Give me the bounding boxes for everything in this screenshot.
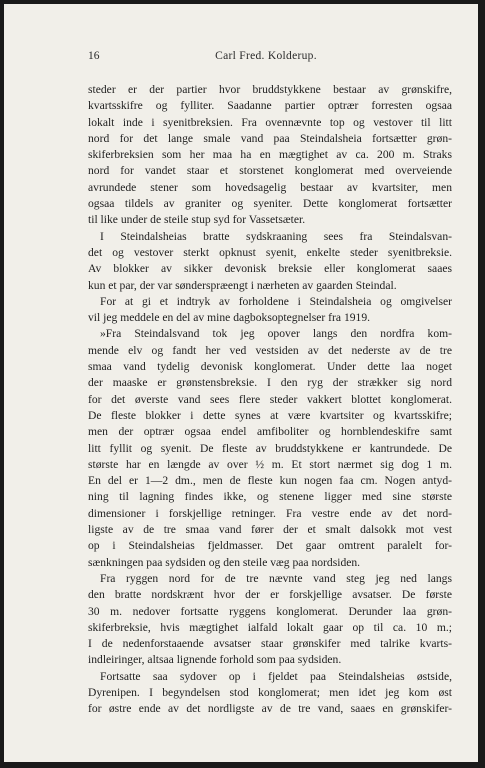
text-line: dimensioner i forskjellige retninger. Fra vestre ende av det nord-	[88, 506, 452, 520]
text-line: for østre ende av det nordligste av de tre vand, saaes en grønskifer-	[88, 702, 452, 716]
text-line: kun et par, der var sønderspræengt i nærheten av gaarden Steindal.	[88, 278, 397, 292]
text-line: mende elv og fandt her ved vestsiden av det nederste av de tre	[88, 343, 452, 357]
text-line: smaa vand tydelig devonisk konglomerat. Under dette laa noget	[88, 360, 452, 374]
text-line: den bratte nordskrænt hvor der er forskjellige avsatser. De første	[88, 588, 452, 602]
text-line: kvartsskifre og fylliter. Saadanne partier optrær forresten ogsaa	[88, 99, 452, 113]
text-line: det og vestover sterkt opknust syenit, enkelte steder syenitbreksie.	[88, 245, 452, 259]
text-line: men der optrær ogsaa endel amfiboliter og hornblendeskifre samt	[88, 425, 452, 439]
text-line: litt fyllit og syenit. De fleste av bruddstykkene er kantrundede. De	[88, 441, 452, 455]
text-line: Dyrenipen. I begyndelsen stod konglomerat; men idet jeg kom øst	[88, 685, 452, 699]
text-line: ogsaa tildels av graniter og syeniter. Dette konglomerat fortsætter	[88, 197, 452, 211]
text-line: nord for det lange smale vand paa Steindalsheia fortsætter grøn-	[88, 131, 452, 145]
text-line: skiferbreksie, hvis mægtighet ialfald lokalt gaar op til ca. 10 m.;	[88, 620, 452, 634]
text-line: 30 m. nedover fortsatte ryggens konglomerat. Derunder laa grøn-	[88, 604, 452, 618]
text-line: ligste av de tre smaa vand fører der et smalt dalsokk mot vest	[88, 523, 452, 537]
text-line: For at gi et indtryk av forholdene i Steindalsheia og omgivelser	[100, 294, 452, 308]
text-line: De fleste blokker i dette synes at være kvartsiter og kvartsskifre;	[88, 408, 452, 422]
text-line: I Steindalsheias bratte sydskraaning sees fra Steindalsvan-	[100, 229, 452, 243]
book-page	[4, 4, 478, 762]
text-line: lokalt inde i syenitbreksien. Fra ovennævnte top og vestover til litt	[88, 115, 452, 129]
text-line: Fortsatte saa sydover op i fjeldet paa Steindalsheias østside,	[100, 669, 452, 683]
text-line: I de nedenforstaaende avsatser staar grønskifer med talrike kvarts-	[88, 637, 452, 651]
running-title: Carl Fred. Kolderup.	[215, 50, 317, 62]
text-line: »Fra Steindalsvand tok jeg opover langs den nordfra kom-	[100, 327, 452, 341]
text-line: vil jeg meddele en del av mine dagboksoptegnelser fra 1919.	[88, 311, 371, 325]
body-text	[88, 82, 452, 718]
text-line: Av blokker av sikker devonisk breksie eller konglomerat saaes	[88, 262, 452, 276]
text-line: sænkningen paa sydsiden og den steile væg paa nordsiden.	[88, 555, 361, 569]
text-line: op i Steindalsheias fjeldmasser. Det gaar omtrent paralelt for-	[88, 539, 452, 553]
text-line: indleiringer, altsaa lignende forhold som paa sydsiden.	[88, 653, 342, 667]
text-line: En del er 1—2 dm., men de fleste kun nogen faa cm. Nogen antyd-	[88, 474, 452, 488]
text-line: ning til lagning findes ikke, og stenene ligger med sine største	[88, 490, 452, 504]
text-line: der maaske er grønstensbreksie. I den ryg der strækker sig nord	[88, 376, 452, 390]
page-header	[88, 50, 444, 66]
text-line: steder er der partier hvor bruddstykkene bestaar av grønskifre,	[88, 83, 452, 96]
text-line: avrundede stener som hovedsagelig bestaar av kvartsiter, men	[88, 180, 452, 194]
text-line: for det øverste vand sees flere steder vakkert blottet konglomerat.	[88, 392, 452, 406]
text-line: største har en længde av over ½ m. Et stort nærmet sig dog 1 m.	[88, 457, 452, 471]
text-line: nord for vandet staar et storstenet konglomerat med overveiende	[88, 164, 452, 178]
text-line: skiferbreksien som her maa ha en mægtighet av ca. 200 m. Straks	[88, 148, 452, 162]
page-number: 16	[88, 50, 100, 62]
text-line: til like under de steile stup syd for Vassetsæter.	[88, 213, 306, 227]
text-line: Fra ryggen nord for de tre nævnte vand steg jeg ned langs	[100, 571, 452, 585]
